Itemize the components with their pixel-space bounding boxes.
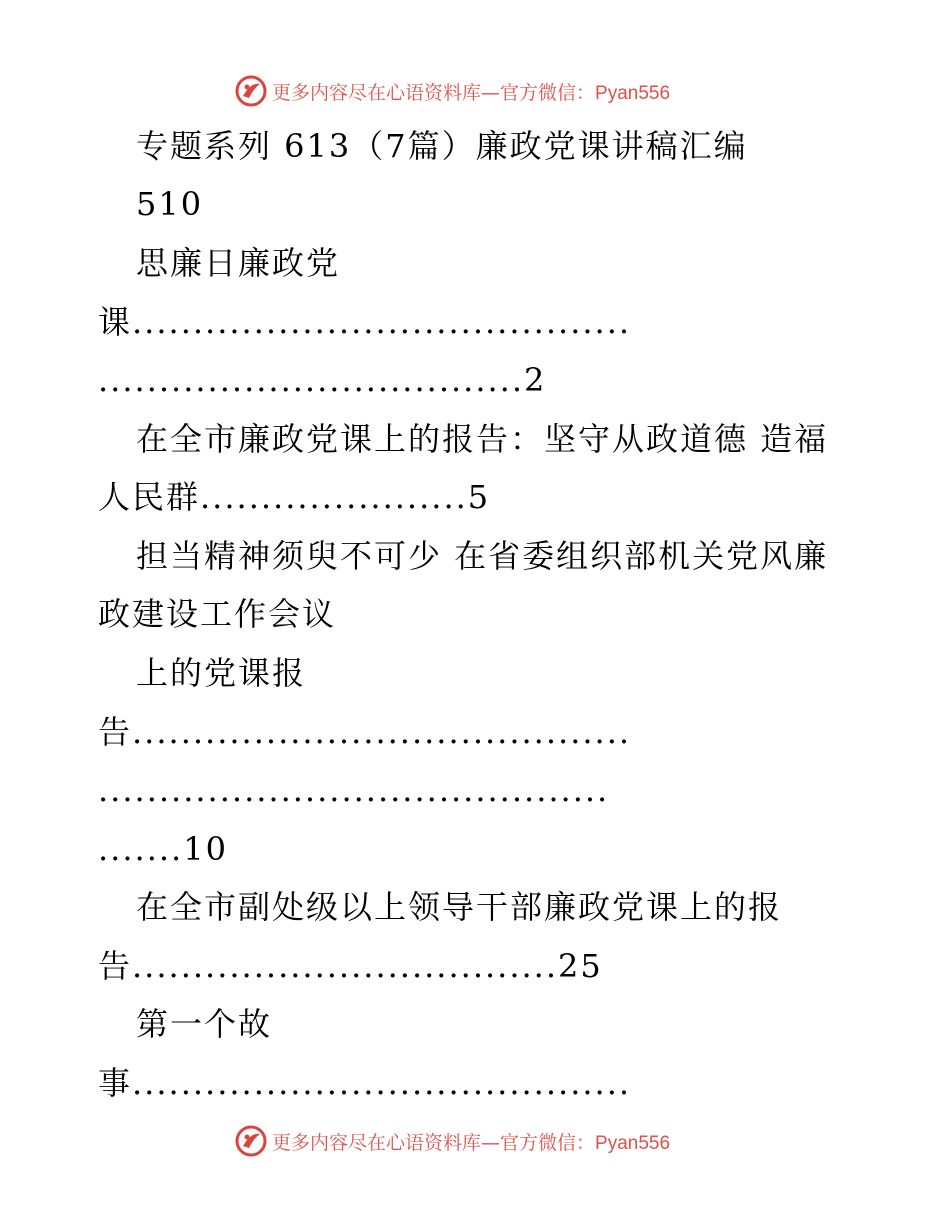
toc-line: 担当精神须臾不可少 在省委组织部机关党风廉	[136, 537, 829, 575]
watermark-header	[0, 72, 950, 112]
toc-line: 人民群......................5	[98, 478, 491, 516]
toc-line: 课.........................................	[98, 303, 632, 341]
watermark-text: 更多内容尽在心语资料库—官方微信：Pyan556	[272, 82, 671, 104]
toc-line: 在全市廉政党课上的报告：坚守从政道德 造福	[136, 420, 829, 458]
watermark-footer	[0, 1122, 950, 1162]
toc-line: 上的党课报	[136, 654, 307, 692]
toc-line: .......10	[98, 830, 228, 868]
toc-line: 思廉日廉政党	[136, 244, 341, 282]
document-title: 专题系列 613（7篇）廉政党课讲稿汇编	[136, 127, 748, 165]
toc-line: ..........................................	[98, 771, 610, 809]
watermark-text: 更多内容尽在心语资料库—官方微信：Pyan556	[272, 1132, 671, 1154]
toc-line: 第一个故	[136, 1005, 273, 1043]
toc-line: 告.........................................	[98, 713, 632, 751]
toc-line: ...................................2	[98, 361, 547, 399]
brand-logo-icon	[234, 74, 268, 108]
toc-line: 事.........................................	[98, 1064, 632, 1102]
toc-line: 告...................................25	[98, 947, 603, 985]
toc-line: 在全市副处级以上领导干部廉政党课上的报	[136, 888, 783, 926]
toc-line: 政建设工作会议	[98, 595, 337, 633]
brand-logo-icon	[234, 1124, 268, 1158]
toc-line: 510	[136, 185, 204, 223]
